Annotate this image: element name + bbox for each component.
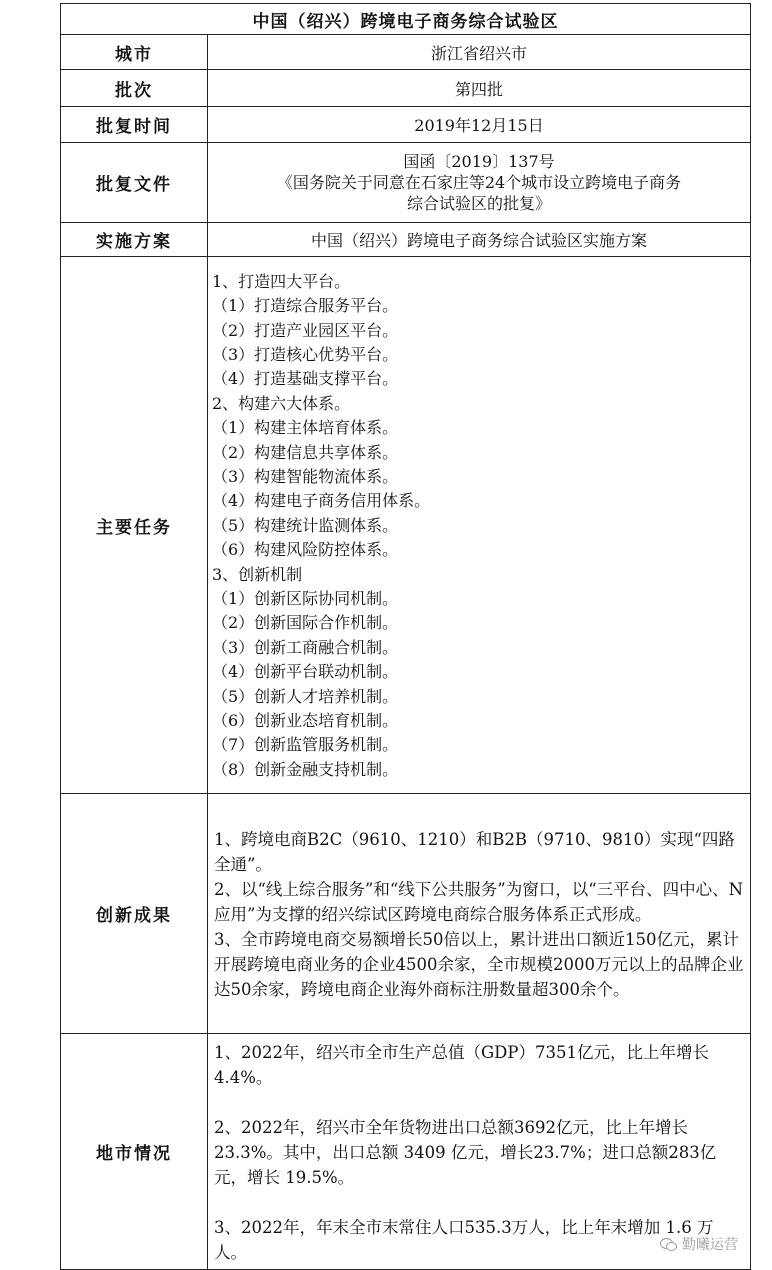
list-item: （2）构建信息共享体系。: [212, 442, 399, 462]
list-item: 3、创新机制: [212, 564, 303, 584]
list-item: （1）创新区际协同机制。: [212, 589, 399, 609]
list-item: （5）构建统计监测体系。: [212, 515, 399, 535]
info-table: [60, 3, 751, 1270]
row-achievements: [61, 794, 751, 1034]
label-achievements: 创新成果: [61, 794, 208, 1034]
approval-doc-line: 《国务院关于同意在石家庄等24个城市设立跨境电子商务: [276, 173, 682, 192]
local-item: 3、2022年，年末全市末常住人口535.3万人，比上年末增加 1.6 万人。: [214, 1218, 714, 1262]
list-item: （2）创新国际合作机制。: [212, 613, 399, 633]
label-plan: 实施方案: [61, 223, 208, 257]
list-item: （4）创新平台联动机制。: [212, 662, 399, 682]
list-item: （5）创新人才培养机制。: [212, 686, 399, 706]
list-item: （1）构建主体培育体系。: [212, 418, 399, 438]
list-item: （2）打造产业园区平台。: [212, 320, 399, 340]
wechat-icon: [660, 1237, 678, 1251]
list-item: （4）打造基础支撑平台。: [212, 369, 399, 389]
list-item: （3）创新工商融合机制。: [212, 637, 399, 657]
achievement-item: 3、全市跨境电商交易额增长50倍以上，累计进出口额近150亿元，累计开展跨境电商业务的企业4500余家，全市规模2000万元以上的品牌企业达50余家，跨境电商企业海外商标注册数量超300余个。: [214, 930, 744, 999]
local-item: 2、2022年，绍兴市全年货物进出口总额3692亿元，比上年增长23.3%。其中，出口总额 3409 亿元，增长23.7%；进口总额283亿元，增长 19.5%。: [214, 1118, 717, 1187]
watermark-text: 勤曦运营: [682, 1237, 738, 1253]
value-approval-doc: [208, 143, 751, 223]
row-plan: [61, 223, 751, 257]
label-city: 城市: [61, 35, 208, 70]
label-batch: 批次: [61, 70, 208, 107]
row-local: [61, 1034, 751, 1270]
achievement-item: 2、以“线上综合服务”和“线下公共服务”为窗口，以“三平台、四中心、N应用”为支撑的绍兴综试区跨境电商综合服务体系正式形成。: [214, 880, 744, 924]
value-city: 浙江省绍兴市: [208, 35, 751, 70]
approval-doc-line: 国函〔2019〕137号: [403, 152, 555, 171]
row-approval-doc: [61, 143, 751, 223]
row-tasks: [61, 257, 751, 794]
approval-doc-line: 综合试验区的批复》: [406, 194, 551, 213]
list-item: （7）创新监管服务机制。: [212, 735, 399, 755]
local-item: 1、2022年，绍兴市全市生产总值（GDP）7351亿元，比上年增长4.4%。: [214, 1043, 709, 1087]
label-approval-time: 批复时间: [61, 107, 208, 143]
label-tasks: 主要任务: [61, 257, 208, 794]
list-item: （1）打造综合服务平台。: [212, 296, 399, 316]
list-item: （3）构建智能物流体系。: [212, 466, 399, 486]
list-item: 1、打造四大平台。: [212, 271, 351, 291]
list-item: 2、构建六大体系。: [212, 393, 351, 413]
label-local: 地市情况: [61, 1034, 208, 1270]
row-approval-time: [61, 107, 751, 143]
list-item: （4）构建电子商务信用体系。: [212, 491, 431, 511]
tasks-list: [208, 257, 751, 794]
value-approval-time: 2019年12月15日: [208, 107, 751, 143]
row-city: [61, 35, 751, 70]
row-batch: [61, 70, 751, 107]
table-title: 中国（绍兴）跨境电子商务综合试验区: [61, 4, 751, 35]
list-item: （8）创新金融支持机制。: [212, 759, 399, 779]
value-batch: 第四批: [208, 70, 751, 107]
label-approval-doc: 批复文件: [61, 143, 208, 223]
achievement-item: 1、跨境电商B2C（9610、1210）和B2B（9710、9810）实现“四路全通”。: [214, 830, 735, 874]
list-item: （6）创新业态培育机制。: [212, 711, 399, 731]
value-plan: 中国（绍兴）跨境电子商务综合试验区实施方案: [208, 223, 751, 257]
list-item: （6）构建风险防控体系。: [212, 540, 399, 560]
list-item: （3）打造核心优势平台。: [212, 344, 399, 364]
watermark: [660, 1234, 738, 1254]
achievements-text: [208, 794, 751, 1034]
